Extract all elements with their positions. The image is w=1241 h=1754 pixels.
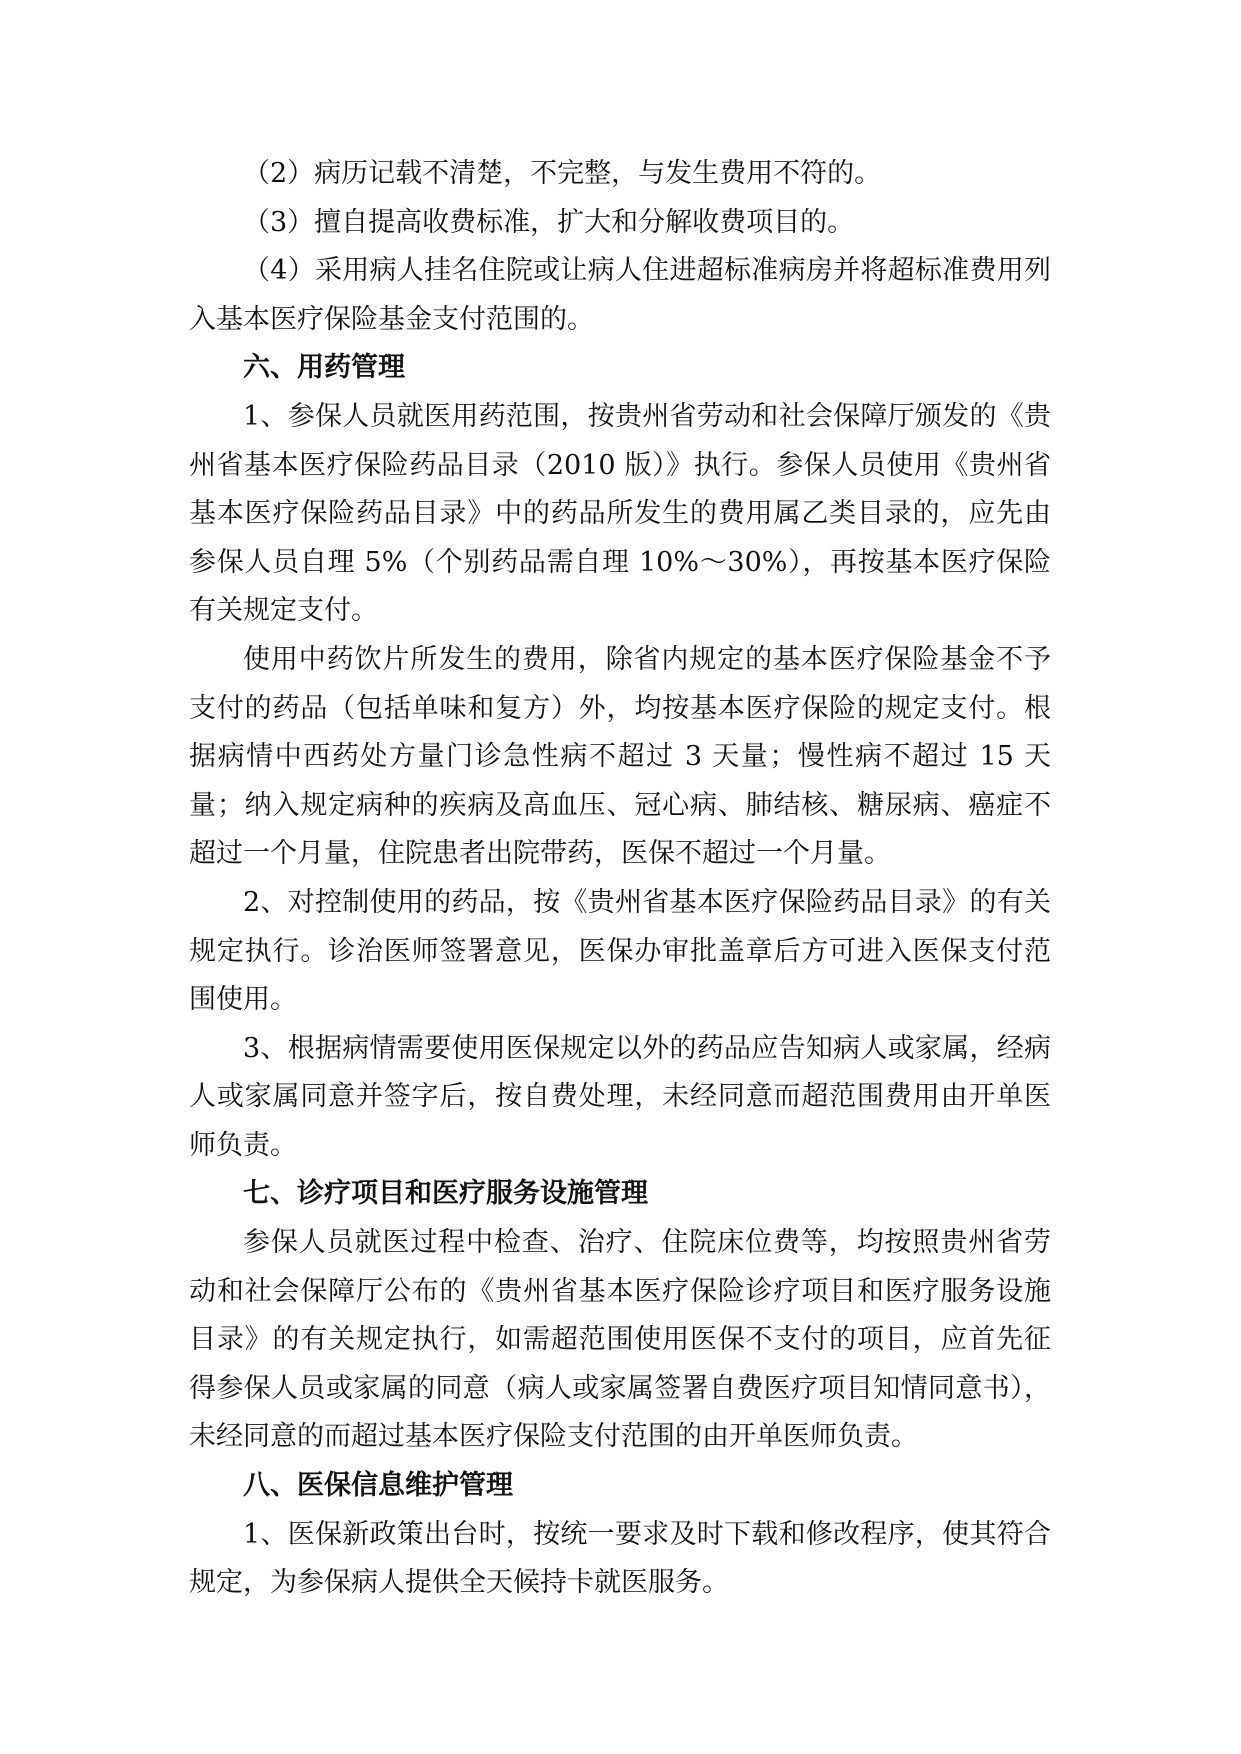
- section-heading-treatment-items: 七、诊疗项目和医疗服务设施管理: [243, 1178, 648, 1210]
- document-body: [189, 150, 1051, 1608]
- section-heading-medication: 六、用药管理: [243, 352, 405, 384]
- paragraph-medication-2: 2、对控制使用的药品，按《贵州省基本医疗保险药品目录》的有关规定执行。诊治医师签署意见，医保办审批盖章后方可进入医保支付范围使用。: [189, 886, 1051, 1016]
- paragraph-item-2: （2）病历记载不清楚，不完整，与发生费用不符的。: [243, 158, 882, 189]
- paragraph-herbal-pieces: 使用中药饮片所发生的费用，除省内规定的基本医疗保险基金不予支付的药品（包括单味和复方）外，均按基本医疗保险的规定支付。根据病情中西药处方量门诊急性病不超过 3 天量；慢性病不超过 15 天量；纳入规定病种的疾病及高血压、冠心病、肺结核、糖尿病、癌症不超过一个月量，住院患者出院带药，医保不超过一个月量。: [189, 643, 1051, 870]
- paragraph-medication-3: 3、根据病情需要使用医保规定以外的药品应告知病人或家属，经病人或家属同意并签字后，按自费处理，未经同意而超范围费用由开单医师负责。: [189, 1032, 1051, 1161]
- paragraph-medication-1: 1、参保人员就医用药范围，按贵州省劳动和社会保障厅颁发的《贵州省基本医疗保险药品目录（2010 版）》执行。参保人员使用《贵州省基本医疗保险药品目录》中的药品所发生的费用属乙类目录的，应先由参保人员自理 5%（个别药品需自理 10%～30%），再按基本医疗保险有关规定支付。: [189, 400, 1051, 627]
- paragraph-info-maintenance-1: 1、医保新政策出台时，按统一要求及时下载和修改程序，使其符合规定，为参保病人提供全天候持卡就医服务。: [189, 1518, 1051, 1599]
- paragraph-item-4: （4）采用病人挂名住院或让病人住进超标准病房并将超标准费用列入基本医疗保险基金支付范围的。: [189, 255, 1051, 335]
- paragraph-treatment-items: 参保人员就医过程中检查、治疗、住院床位费等，均按照贵州省劳动和社会保障厅公布的《贵州省基本医疗保险诊疗项目和医疗服务设施目录》的有关规定执行，如需超范围使用医保不支付的项目，应首先征得参保人员或家属的同意（病人或家属签署自费医疗项目知情同意书），未经同意的而超过基本医疗保险支付范围的由开单医师负责。: [189, 1227, 1051, 1453]
- paragraph-item-3: （3）擅自提高收费标准，扩大和分解收费项目的。: [243, 206, 855, 238]
- section-heading-info-maintenance: 八、医保信息维护管理: [243, 1470, 513, 1502]
